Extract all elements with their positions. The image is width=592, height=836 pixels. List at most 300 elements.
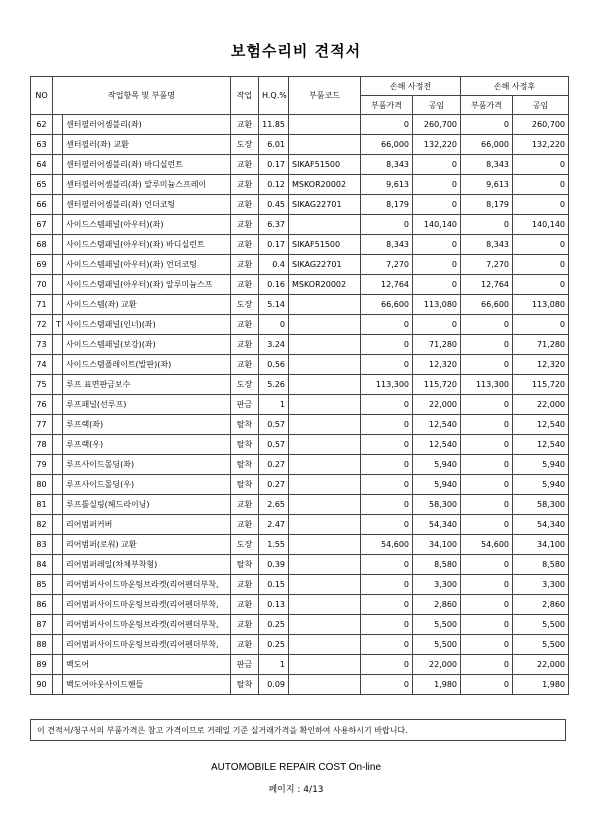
row-code bbox=[289, 635, 361, 655]
row-labor-before: 5,940 bbox=[413, 475, 461, 495]
row-part-price-after: 0 bbox=[461, 675, 513, 695]
row-item: 루프틀실링(헤드라이닝) bbox=[63, 495, 231, 515]
row-labor-before: 12,540 bbox=[413, 435, 461, 455]
row-hq: 2.47 bbox=[259, 515, 289, 535]
row-no: 62 bbox=[31, 115, 53, 135]
row-code: SIKAG22701 bbox=[289, 255, 361, 275]
row-labor-before: 0 bbox=[413, 275, 461, 295]
row-item: 사이드스템(좌) 교환 bbox=[63, 295, 231, 315]
row-part-price-after: 0 bbox=[461, 395, 513, 415]
row-code bbox=[289, 455, 361, 475]
row-mark bbox=[53, 575, 63, 595]
table-row bbox=[31, 395, 569, 415]
row-item: 리어범퍼사이드마운팅브라켓(리어펜더부착, bbox=[63, 575, 231, 595]
row-labor-before: 5,940 bbox=[413, 455, 461, 475]
row-code bbox=[289, 415, 361, 435]
row-work: 교환 bbox=[231, 175, 259, 195]
row-part-price-after: 0 bbox=[461, 355, 513, 375]
row-no: 78 bbox=[31, 435, 53, 455]
table-row bbox=[31, 175, 569, 195]
table-row bbox=[31, 155, 569, 175]
table-row bbox=[31, 535, 569, 555]
disclaimer-note: 이 견적서/청구서의 부품가격은 참고 가격이므로 거래일 기준 실거래가격을 확인하여 사용하시기 바랍니다. bbox=[30, 719, 566, 741]
row-hq: 0.39 bbox=[259, 555, 289, 575]
row-labor-after: 0 bbox=[513, 195, 569, 215]
row-code: SIKAF51500 bbox=[289, 235, 361, 255]
row-labor-after: 22,000 bbox=[513, 395, 569, 415]
row-no: 70 bbox=[31, 275, 53, 295]
row-item: 리어범퍼사이드마운팅브라켓(리어펜더부착, bbox=[63, 635, 231, 655]
row-labor-before: 0 bbox=[413, 315, 461, 335]
row-work: 탈착 bbox=[231, 675, 259, 695]
header-hq: H.Q.% bbox=[259, 77, 289, 115]
row-labor-after: 115,720 bbox=[513, 375, 569, 395]
row-labor-after: 1,980 bbox=[513, 675, 569, 695]
row-work: 교환 bbox=[231, 275, 259, 295]
row-item: 리어범퍼(로워) 교환 bbox=[63, 535, 231, 555]
row-labor-after: 113,080 bbox=[513, 295, 569, 315]
row-part-price-after: 54,600 bbox=[461, 535, 513, 555]
row-no: 74 bbox=[31, 355, 53, 375]
row-labor-after: 34,100 bbox=[513, 535, 569, 555]
row-part-price-before: 0 bbox=[361, 515, 413, 535]
row-part-price-before: 12,764 bbox=[361, 275, 413, 295]
row-code bbox=[289, 135, 361, 155]
row-part-price-before: 0 bbox=[361, 435, 413, 455]
row-labor-before: 0 bbox=[413, 235, 461, 255]
row-code bbox=[289, 555, 361, 575]
row-item: 리어범퍼커버 bbox=[63, 515, 231, 535]
row-no: 82 bbox=[31, 515, 53, 535]
row-mark bbox=[53, 195, 63, 215]
row-hq: 2.65 bbox=[259, 495, 289, 515]
row-labor-before: 5,500 bbox=[413, 635, 461, 655]
row-hq: 0.57 bbox=[259, 415, 289, 435]
row-hq: 3.24 bbox=[259, 335, 289, 355]
row-part-price-before: 7,270 bbox=[361, 255, 413, 275]
row-mark bbox=[53, 495, 63, 515]
row-no: 63 bbox=[31, 135, 53, 155]
row-part-price-before: 0 bbox=[361, 635, 413, 655]
row-no: 68 bbox=[31, 235, 53, 255]
row-labor-after: 0 bbox=[513, 275, 569, 295]
row-hq: 0.12 bbox=[259, 175, 289, 195]
row-work: 교환 bbox=[231, 635, 259, 655]
header-part-price-after: 부품가격 bbox=[461, 96, 513, 115]
row-hq: 1 bbox=[259, 395, 289, 415]
row-code bbox=[289, 575, 361, 595]
row-work: 교환 bbox=[231, 515, 259, 535]
row-hq: 0.17 bbox=[259, 235, 289, 255]
row-mark bbox=[53, 135, 63, 155]
row-part-price-before: 8,343 bbox=[361, 235, 413, 255]
row-part-price-after: 0 bbox=[461, 515, 513, 535]
row-part-price-after: 8,179 bbox=[461, 195, 513, 215]
row-labor-before: 140,140 bbox=[413, 215, 461, 235]
row-item: 백도어 bbox=[63, 655, 231, 675]
row-no: 76 bbox=[31, 395, 53, 415]
row-work: 교환 bbox=[231, 195, 259, 215]
row-part-price-after: 8,343 bbox=[461, 155, 513, 175]
row-mark bbox=[53, 295, 63, 315]
estimate-table bbox=[30, 76, 569, 695]
row-hq: 5.26 bbox=[259, 375, 289, 395]
row-no: 85 bbox=[31, 575, 53, 595]
row-part-price-before: 0 bbox=[361, 215, 413, 235]
table-row bbox=[31, 355, 569, 375]
row-labor-after: 0 bbox=[513, 155, 569, 175]
row-item: 루프랙(우) bbox=[63, 435, 231, 455]
row-part-price-after: 0 bbox=[461, 575, 513, 595]
row-hq: 0.27 bbox=[259, 455, 289, 475]
row-mark bbox=[53, 215, 63, 235]
row-no: 66 bbox=[31, 195, 53, 215]
row-hq: 6.37 bbox=[259, 215, 289, 235]
row-part-price-after: 66,000 bbox=[461, 135, 513, 155]
row-labor-before: 22,000 bbox=[413, 395, 461, 415]
row-part-price-before: 0 bbox=[361, 355, 413, 375]
row-part-price-after: 0 bbox=[461, 435, 513, 455]
row-mark bbox=[53, 275, 63, 295]
row-mark bbox=[53, 475, 63, 495]
table-row bbox=[31, 495, 569, 515]
row-code bbox=[289, 675, 361, 695]
row-mark bbox=[53, 555, 63, 575]
table-row bbox=[31, 335, 569, 355]
header-no: NO bbox=[31, 77, 53, 115]
row-no: 80 bbox=[31, 475, 53, 495]
row-part-price-before: 0 bbox=[361, 395, 413, 415]
table-row bbox=[31, 315, 569, 335]
row-part-price-before: 0 bbox=[361, 415, 413, 435]
row-hq: 0.25 bbox=[259, 615, 289, 635]
table-row bbox=[31, 135, 569, 155]
row-work: 탈착 bbox=[231, 455, 259, 475]
row-item: 루프패널(선루프) bbox=[63, 395, 231, 415]
row-labor-after: 8,580 bbox=[513, 555, 569, 575]
row-item: 사이드스템패널(보강)(좌) bbox=[63, 335, 231, 355]
row-work: 탈착 bbox=[231, 475, 259, 495]
row-labor-before: 54,340 bbox=[413, 515, 461, 535]
row-hq: 0.09 bbox=[259, 675, 289, 695]
row-work: 교환 bbox=[231, 335, 259, 355]
row-mark bbox=[53, 235, 63, 255]
table-row bbox=[31, 635, 569, 655]
row-labor-after: 71,280 bbox=[513, 335, 569, 355]
row-mark bbox=[53, 155, 63, 175]
row-labor-after: 0 bbox=[513, 255, 569, 275]
row-part-price-before: 8,343 bbox=[361, 155, 413, 175]
row-part-price-after: 0 bbox=[461, 595, 513, 615]
row-part-price-before: 0 bbox=[361, 475, 413, 495]
row-hq: 6.01 bbox=[259, 135, 289, 155]
row-no: 89 bbox=[31, 655, 53, 675]
document-title: 보험수리비 견적서 bbox=[230, 42, 362, 60]
row-item: 사이드스템패널(아우터)(좌) 언더코팅 bbox=[63, 255, 231, 275]
row-mark bbox=[53, 115, 63, 135]
row-hq: 0.17 bbox=[259, 155, 289, 175]
row-work: 도장 bbox=[231, 295, 259, 315]
row-mark bbox=[53, 255, 63, 275]
row-no: 84 bbox=[31, 555, 53, 575]
row-work: 도장 bbox=[231, 135, 259, 155]
row-item: 루프 표면판금보수 bbox=[63, 375, 231, 395]
table-row bbox=[31, 275, 569, 295]
row-work: 교환 bbox=[231, 355, 259, 375]
row-part-price-after: 0 bbox=[461, 455, 513, 475]
row-part-price-after: 0 bbox=[461, 555, 513, 575]
row-part-price-before: 0 bbox=[361, 495, 413, 515]
table-row bbox=[31, 215, 569, 235]
row-part-price-before: 0 bbox=[361, 455, 413, 475]
row-item: 사이드스템패널(아우터)(좌) 바디실런트 bbox=[63, 235, 231, 255]
row-part-price-before: 8,179 bbox=[361, 195, 413, 215]
row-part-price-after: 0 bbox=[461, 475, 513, 495]
row-work: 도장 bbox=[231, 535, 259, 555]
row-labor-before: 34,100 bbox=[413, 535, 461, 555]
row-labor-after: 0 bbox=[513, 235, 569, 255]
row-part-price-before: 0 bbox=[361, 115, 413, 135]
row-code bbox=[289, 435, 361, 455]
row-part-price-after: 0 bbox=[461, 495, 513, 515]
row-mark bbox=[53, 655, 63, 675]
row-labor-before: 260,700 bbox=[413, 115, 461, 135]
row-part-price-before: 54,600 bbox=[361, 535, 413, 555]
row-code bbox=[289, 215, 361, 235]
header-code: 부품코드 bbox=[289, 77, 361, 115]
row-item: 센터필러어셈블리(좌) bbox=[63, 115, 231, 135]
row-part-price-after: 0 bbox=[461, 315, 513, 335]
row-labor-before: 12,320 bbox=[413, 355, 461, 375]
table-row bbox=[31, 195, 569, 215]
row-labor-before: 0 bbox=[413, 195, 461, 215]
row-hq: 0.45 bbox=[259, 195, 289, 215]
row-code: MSKOR20002 bbox=[289, 175, 361, 195]
table-row bbox=[31, 615, 569, 635]
row-no: 81 bbox=[31, 495, 53, 515]
row-no: 69 bbox=[31, 255, 53, 275]
row-code bbox=[289, 535, 361, 555]
table-row bbox=[31, 415, 569, 435]
row-item: 센터필러(좌) 교환 bbox=[63, 135, 231, 155]
row-item: 리어범퍼레일(차체부착형) bbox=[63, 555, 231, 575]
row-labor-before: 113,080 bbox=[413, 295, 461, 315]
row-labor-after: 22,000 bbox=[513, 655, 569, 675]
table-row bbox=[31, 575, 569, 595]
row-part-price-after: 9,613 bbox=[461, 175, 513, 195]
table-row bbox=[31, 455, 569, 475]
row-mark bbox=[53, 615, 63, 635]
row-code bbox=[289, 495, 361, 515]
row-item: 사이드스템패널(인너)(좌) bbox=[63, 315, 231, 335]
row-hq: 0.25 bbox=[259, 635, 289, 655]
row-part-price-after: 0 bbox=[461, 335, 513, 355]
row-mark bbox=[53, 355, 63, 375]
row-code: SIKAF51500 bbox=[289, 155, 361, 175]
row-work: 판금 bbox=[231, 395, 259, 415]
row-labor-before: 12,540 bbox=[413, 415, 461, 435]
row-labor-before: 0 bbox=[413, 155, 461, 175]
row-labor-after: 12,540 bbox=[513, 435, 569, 455]
row-code bbox=[289, 355, 361, 375]
row-mark bbox=[53, 675, 63, 695]
row-part-price-before: 0 bbox=[361, 335, 413, 355]
row-code: MSKOR20002 bbox=[289, 275, 361, 295]
row-labor-after: 0 bbox=[513, 175, 569, 195]
row-item: 센터필러어셈블리(좌) 알루미늄스프레이 bbox=[63, 175, 231, 195]
row-work: 도장 bbox=[231, 375, 259, 395]
table-row bbox=[31, 515, 569, 535]
row-work: 교환 bbox=[231, 315, 259, 335]
table-row bbox=[31, 435, 569, 455]
row-mark: T bbox=[53, 315, 63, 335]
row-labor-after: 5,500 bbox=[513, 615, 569, 635]
row-hq: 1.55 bbox=[259, 535, 289, 555]
table-row bbox=[31, 475, 569, 495]
row-mark bbox=[53, 415, 63, 435]
row-work: 교환 bbox=[231, 575, 259, 595]
row-code bbox=[289, 395, 361, 415]
row-code bbox=[289, 295, 361, 315]
row-work: 판금 bbox=[231, 655, 259, 675]
row-mark bbox=[53, 395, 63, 415]
header-item: 작업항목 및 부품명 bbox=[53, 77, 231, 115]
row-item: 센터필러어셈블리(좌) 바디실런트 bbox=[63, 155, 231, 175]
row-item: 루프사이드몰딩(좌) bbox=[63, 455, 231, 475]
row-item: 백도어아웃사이드핸들 bbox=[63, 675, 231, 695]
row-code bbox=[289, 475, 361, 495]
table-row bbox=[31, 235, 569, 255]
row-work: 교환 bbox=[231, 115, 259, 135]
row-work: 교환 bbox=[231, 215, 259, 235]
row-part-price-after: 0 bbox=[461, 615, 513, 635]
row-code: SIKAG22701 bbox=[289, 195, 361, 215]
row-mark bbox=[53, 535, 63, 555]
row-item: 사이드스템패널(아우터)(좌) 알루미늄스프 bbox=[63, 275, 231, 295]
table-row bbox=[31, 655, 569, 675]
row-hq: 0.15 bbox=[259, 575, 289, 595]
page-number: 페이지 : 4/13 bbox=[268, 785, 324, 795]
table-row bbox=[31, 375, 569, 395]
row-part-price-before: 0 bbox=[361, 655, 413, 675]
row-part-price-after: 8,343 bbox=[461, 235, 513, 255]
row-mark bbox=[53, 635, 63, 655]
row-part-price-before: 0 bbox=[361, 555, 413, 575]
row-part-price-after: 0 bbox=[461, 415, 513, 435]
row-labor-before: 115,720 bbox=[413, 375, 461, 395]
row-part-price-after: 0 bbox=[461, 655, 513, 675]
footer-label: AUTOMOBILE REPAIR COST On-line bbox=[210, 762, 382, 773]
header-before: 손해 사정전 bbox=[361, 77, 461, 96]
row-code bbox=[289, 335, 361, 355]
row-work: 탈착 bbox=[231, 415, 259, 435]
row-mark bbox=[53, 175, 63, 195]
row-hq: 0.4 bbox=[259, 255, 289, 275]
row-item: 사이드스템플레이트(발판)(좌) bbox=[63, 355, 231, 375]
row-labor-after: 132,220 bbox=[513, 135, 569, 155]
header-labor-before: 공임 bbox=[413, 96, 461, 115]
table-body bbox=[31, 115, 569, 695]
row-work: 교환 bbox=[231, 255, 259, 275]
row-labor-before: 132,220 bbox=[413, 135, 461, 155]
row-hq: 5.14 bbox=[259, 295, 289, 315]
row-part-price-before: 66,000 bbox=[361, 135, 413, 155]
row-no: 88 bbox=[31, 635, 53, 655]
row-hq: 0.27 bbox=[259, 475, 289, 495]
row-mark bbox=[53, 595, 63, 615]
row-code bbox=[289, 375, 361, 395]
table-row bbox=[31, 115, 569, 135]
row-item: 리어범퍼사이드마운팅브라켓(리어펜더부착, bbox=[63, 595, 231, 615]
row-part-price-after: 0 bbox=[461, 115, 513, 135]
row-labor-before: 1,980 bbox=[413, 675, 461, 695]
row-no: 83 bbox=[31, 535, 53, 555]
row-part-price-before: 66,600 bbox=[361, 295, 413, 315]
row-part-price-after: 12,764 bbox=[461, 275, 513, 295]
row-labor-after: 2,860 bbox=[513, 595, 569, 615]
row-code bbox=[289, 615, 361, 635]
row-no: 87 bbox=[31, 615, 53, 635]
row-part-price-after: 7,270 bbox=[461, 255, 513, 275]
row-item: 루프랙(좌) bbox=[63, 415, 231, 435]
row-hq: 11.85 bbox=[259, 115, 289, 135]
row-part-price-after: 0 bbox=[461, 635, 513, 655]
row-work: 교환 bbox=[231, 595, 259, 615]
row-part-price-before: 0 bbox=[361, 575, 413, 595]
row-mark bbox=[53, 515, 63, 535]
row-no: 77 bbox=[31, 415, 53, 435]
row-no: 73 bbox=[31, 335, 53, 355]
row-labor-after: 54,340 bbox=[513, 515, 569, 535]
row-no: 72 bbox=[31, 315, 53, 335]
header-labor-after: 공임 bbox=[513, 96, 569, 115]
table-row bbox=[31, 295, 569, 315]
table-row bbox=[31, 555, 569, 575]
row-labor-after: 5,940 bbox=[513, 475, 569, 495]
row-labor-before: 58,300 bbox=[413, 495, 461, 515]
row-code bbox=[289, 655, 361, 675]
row-labor-before: 3,300 bbox=[413, 575, 461, 595]
row-mark bbox=[53, 335, 63, 355]
row-part-price-after: 66,600 bbox=[461, 295, 513, 315]
header-work: 작업 bbox=[231, 77, 259, 115]
row-work: 교환 bbox=[231, 615, 259, 635]
row-hq: 0.13 bbox=[259, 595, 289, 615]
row-no: 65 bbox=[31, 175, 53, 195]
row-code bbox=[289, 115, 361, 135]
row-part-price-before: 9,613 bbox=[361, 175, 413, 195]
row-labor-before: 2,860 bbox=[413, 595, 461, 615]
row-code bbox=[289, 595, 361, 615]
row-labor-after: 58,300 bbox=[513, 495, 569, 515]
row-no: 75 bbox=[31, 375, 53, 395]
header-after: 손해 사정후 bbox=[461, 77, 569, 96]
table-row bbox=[31, 595, 569, 615]
row-item: 센터필러어셈블리(좌) 언더코팅 bbox=[63, 195, 231, 215]
row-mark bbox=[53, 455, 63, 475]
row-item: 사이드스템패널(아우터)(좌) bbox=[63, 215, 231, 235]
row-item: 리어범퍼사이드마운팅브라켓(리어펜더부착, bbox=[63, 615, 231, 635]
row-part-price-before: 0 bbox=[361, 675, 413, 695]
row-hq: 0.16 bbox=[259, 275, 289, 295]
row-work: 교환 bbox=[231, 495, 259, 515]
row-labor-after: 12,320 bbox=[513, 355, 569, 375]
row-no: 90 bbox=[31, 675, 53, 695]
row-labor-after: 260,700 bbox=[513, 115, 569, 135]
row-labor-before: 0 bbox=[413, 255, 461, 275]
row-labor-before: 8,580 bbox=[413, 555, 461, 575]
row-part-price-before: 0 bbox=[361, 595, 413, 615]
